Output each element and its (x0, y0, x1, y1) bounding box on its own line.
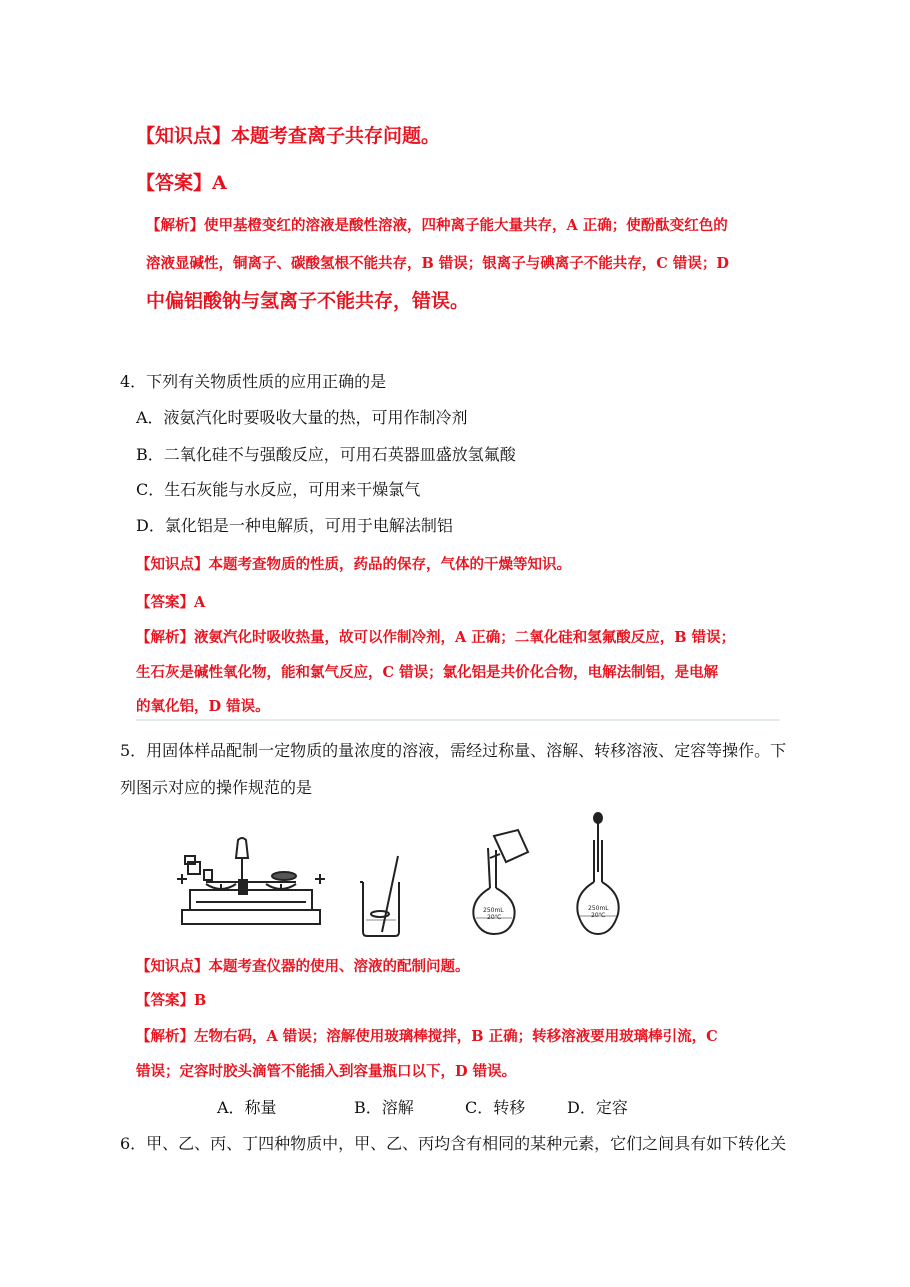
q5-option-c: C．转移 (465, 1098, 526, 1117)
q5-stem-line-1: 5．用固体样品配制一定物质的量浓度的溶液，需经过称量、溶解、转移溶液、定容等操作。下 (120, 741, 787, 760)
q3-analysis-line-3: 中偏铝酸钠与氢离子不能共存，错误。 (146, 290, 470, 312)
flask-volume-label: 250mL (483, 907, 504, 914)
q5-answer: 【答案】B (136, 992, 207, 1009)
q4-option-a: A．液氨汽化时要吸收大量的热，可用作制冷剂 (136, 408, 468, 427)
q4-analysis-line-3: 的氧化铝，D 错误。 (136, 698, 270, 715)
flask-temp-label: 20℃ (487, 914, 502, 921)
q3-answer: 【答案】A (136, 172, 227, 194)
flask-dropper-figure (570, 812, 626, 940)
q4-option-c: C．生石灰能与水反应，可用来干燥氯气 (136, 480, 421, 499)
q3-analysis-line-1: 【解析】使甲基橙变红的溶液是酸性溶液，四种离子能大量共存，A 正确；使酚酞变红色的 (146, 217, 728, 234)
q4-answer: 【答案】A (136, 594, 206, 611)
transfer-figure (468, 826, 536, 938)
q3-knowledge-point: 【知识点】本题考查离子共存问题。 (136, 125, 441, 147)
q5-option-b: B．溶解 (354, 1098, 414, 1117)
q5-analysis-line-1: 【解析】左物右码，A 错误；溶解使用玻璃棒搅拌，B 正确；转移溶液要用玻璃棒引流，C (136, 1028, 718, 1045)
q5-knowledge-point: 【知识点】本题考查仪器的使用、溶液的配制问题。 (136, 958, 470, 975)
q4-analysis-line-2: 生石灰是碱性氧化物，能和氯气反应，C 错误；氯化铝是共价化合物，电解法制铝，是电解 (136, 664, 719, 681)
q4-stem: 4．下列有关物质性质的应用正确的是 (120, 372, 387, 391)
q4-option-d: D．氯化铝是一种电解质，可用于电解法制铝 (136, 516, 453, 535)
q3-analysis-line-2: 溶液显碱性，铜离子、碳酸氢根不能共存，B 错误；银离子与碘离子不能共存，C 错误；D (146, 255, 729, 272)
beaker-figure (358, 854, 406, 938)
q4-knowledge-point: 【知识点】本题考查物质的性质，药品的保存，气体的干燥等知识。 (136, 556, 571, 573)
divider (136, 719, 780, 721)
q5-option-a: A．称量 (217, 1098, 277, 1117)
flask-d-volume-label: 250mL (588, 905, 609, 912)
q4-option-b: B．二氧化硅不与强酸反应，可用石英器皿盛放氢氟酸 (136, 445, 516, 464)
q4-analysis-line-1: 【解析】液氨汽化时吸收热量，故可以作制冷剂，A 正确；二氧化硅和氢氟酸反应，B 错误； (136, 629, 736, 646)
flask-d-temp-label: 20℃ (591, 912, 606, 919)
q6-stem: 6．甲、乙、丙、丁四种物质中，甲、乙、丙均含有相同的某种元素，它们之间具有如下转化关 (120, 1134, 787, 1153)
q5-stem-line-2: 列图示对应的操作规范的是 (120, 778, 313, 797)
balance-figure (176, 836, 326, 928)
q5-analysis-line-2: 错误；定容时胶头滴管不能插入到容量瓶口以下，D 错误。 (136, 1063, 517, 1080)
q5-option-d: D．定容 (567, 1098, 628, 1117)
